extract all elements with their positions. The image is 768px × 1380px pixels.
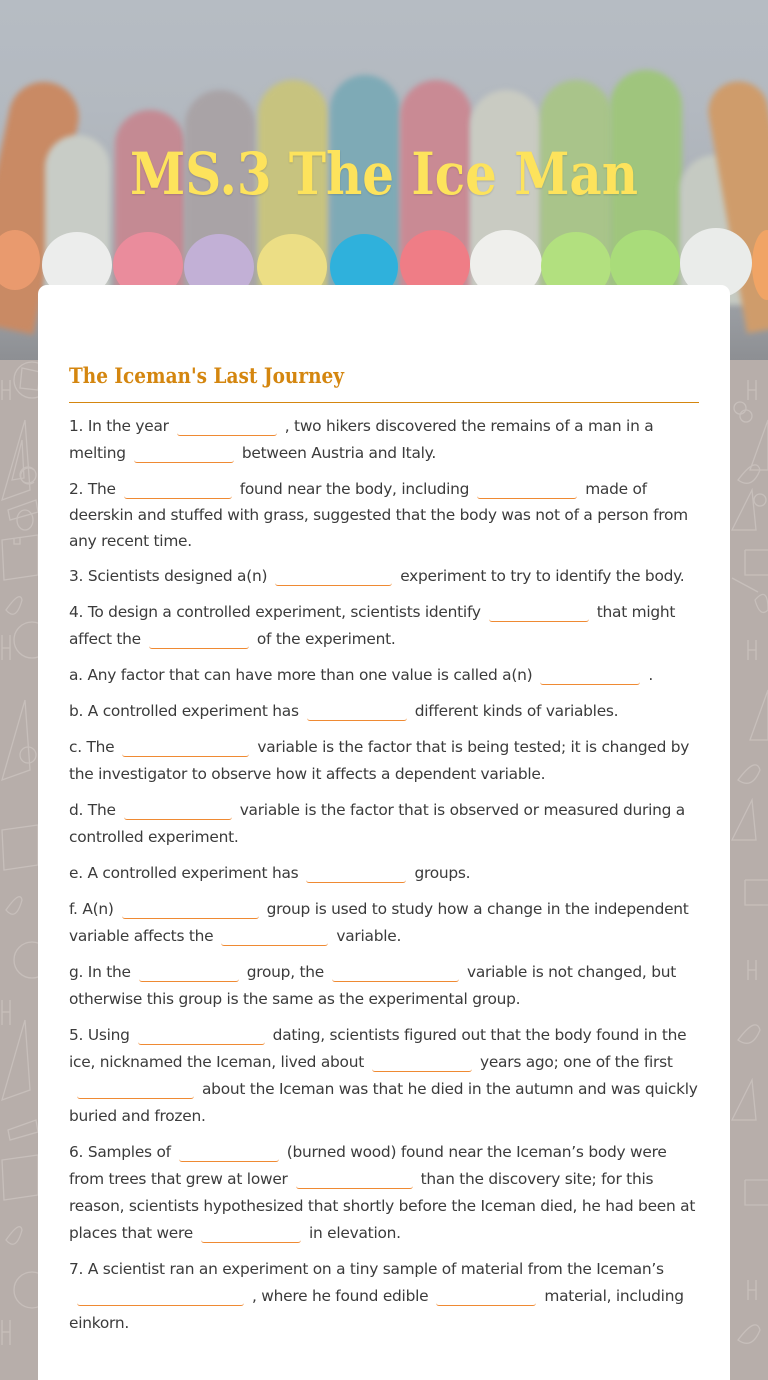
question-2 xyxy=(69,476,701,554)
section-divider xyxy=(69,402,699,403)
question-text: , two hikers discovered the remains of a man in a melting xyxy=(69,417,654,462)
question-text: d. The xyxy=(69,801,116,819)
blank-input[interactable] xyxy=(124,802,232,820)
question-4f xyxy=(69,896,701,950)
question-text: f. A(n) xyxy=(69,900,114,918)
question-text: group is used to study how a change in the independent variable affects the xyxy=(69,900,689,945)
question-text: 6. Samples of xyxy=(69,1143,171,1161)
question-text: made of deerskin and stuffed with grass, suggested that the body was not of a person from any recent time. xyxy=(69,480,688,550)
blank-input[interactable] xyxy=(122,901,259,919)
blank-input[interactable] xyxy=(221,928,328,946)
blank-input[interactable] xyxy=(139,964,239,982)
question-7 xyxy=(69,1256,701,1337)
question-text: group, the xyxy=(246,963,324,981)
question-text: b. A controlled experiment has xyxy=(69,702,299,720)
question-text: than the discovery site; for this reason, scientists hypothesized that shortly before the Iceman died, he had been at places that were xyxy=(69,1170,696,1242)
question-list xyxy=(69,413,701,1346)
question-4c xyxy=(69,734,701,788)
blank-input[interactable] xyxy=(179,1144,279,1162)
worksheet-card xyxy=(38,285,730,1380)
question-text: . xyxy=(648,666,654,684)
question-text: variable is not changed, but otherwise this group is the same as the experimental group. xyxy=(69,963,677,1008)
question-text: found near the body, including xyxy=(239,480,470,498)
question-text: e. A controlled experiment has xyxy=(69,864,299,882)
question-text: material, including einkorn. xyxy=(69,1287,684,1332)
section-title: The Iceman's Last Journey xyxy=(69,363,345,388)
question-text: (burned wood) found near the Iceman’s body were from trees that grew at lower xyxy=(69,1143,667,1188)
blank-input[interactable] xyxy=(436,1288,536,1306)
question-text: g. In the xyxy=(69,963,131,981)
question-text: years ago; one of the first xyxy=(479,1053,673,1071)
blank-input[interactable] xyxy=(122,739,249,757)
blank-input[interactable] xyxy=(477,481,577,499)
question-text: 2. The xyxy=(69,480,116,498)
question-4g xyxy=(69,959,701,1013)
blank-input[interactable] xyxy=(306,865,406,883)
blank-input[interactable] xyxy=(540,667,640,685)
question-text: 7. A scientist ran an experiment on a tiny sample of material from the Iceman’s xyxy=(69,1260,664,1278)
question-text: about the Iceman was that he died in the autumn and was quickly buried and frozen. xyxy=(69,1080,698,1125)
question-4 xyxy=(69,599,701,653)
question-text: groups. xyxy=(414,864,471,882)
question-text: variable. xyxy=(336,927,402,945)
blank-input[interactable] xyxy=(134,445,234,463)
question-text: 5. Using xyxy=(69,1026,130,1044)
blank-input[interactable] xyxy=(77,1288,244,1306)
question-text: dating, scientists figured out that the body found in the ice, nicknamed the Iceman, lived about xyxy=(69,1026,687,1071)
question-3 xyxy=(69,563,701,590)
question-text: 3. Scientists designed a(n) xyxy=(69,567,268,585)
question-text: 4. To design a controlled experiment, scientists identify xyxy=(69,603,481,621)
question-1 xyxy=(69,413,701,467)
blank-input[interactable] xyxy=(149,631,249,649)
blank-input[interactable] xyxy=(489,604,589,622)
question-text: of the experiment. xyxy=(256,630,396,648)
question-text: in elevation. xyxy=(308,1224,401,1242)
blank-input[interactable] xyxy=(307,703,407,721)
blank-input[interactable] xyxy=(77,1081,194,1099)
question-5 xyxy=(69,1022,701,1130)
question-4e xyxy=(69,860,701,887)
blank-input[interactable] xyxy=(372,1054,472,1072)
blank-input[interactable] xyxy=(138,1027,265,1045)
blank-input[interactable] xyxy=(296,1171,413,1189)
blank-input[interactable] xyxy=(275,568,392,586)
question-4d xyxy=(69,797,701,851)
question-text: c. The xyxy=(69,738,115,756)
blank-input[interactable] xyxy=(124,481,232,499)
question-6 xyxy=(69,1139,701,1247)
question-text: a. Any factor that can have more than one value is called a(n) xyxy=(69,666,533,684)
blank-input[interactable] xyxy=(332,964,459,982)
question-4a xyxy=(69,662,701,689)
question-text: different kinds of variables. xyxy=(414,702,619,720)
blank-input[interactable] xyxy=(177,418,277,436)
question-text: variable is the factor that is being tested; it is changed by the investigator to observe how it affects a dependent variable. xyxy=(69,738,690,783)
question-text: that might affect the xyxy=(69,603,676,648)
question-4b xyxy=(69,698,701,725)
question-text: variable is the factor that is observed or measured during a controlled experiment. xyxy=(69,801,685,846)
question-text: , where he found edible xyxy=(252,1287,429,1305)
blank-input[interactable] xyxy=(201,1225,301,1243)
question-text: experiment to try to identify the body. xyxy=(400,567,685,585)
page-title: MS.3 The Ice Man xyxy=(130,140,638,208)
question-text: between Austria and Italy. xyxy=(241,444,436,462)
question-text: 1. In the year xyxy=(69,417,169,435)
